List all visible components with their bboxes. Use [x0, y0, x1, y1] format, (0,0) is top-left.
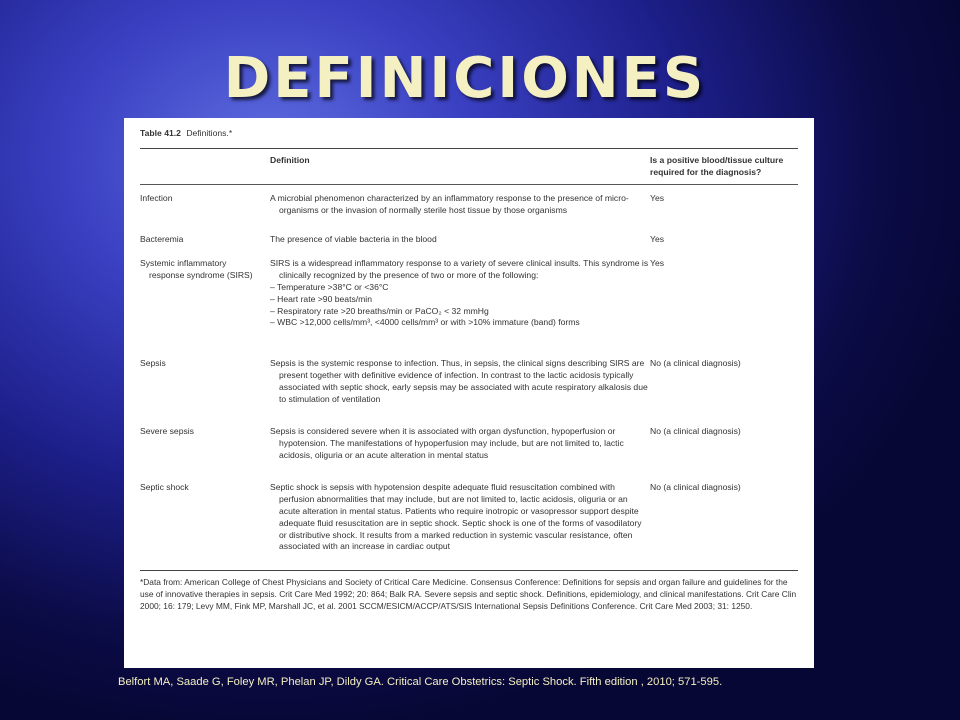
source-citation: Belfort MA, Saade G, Foley MR, Phelan JP, Dildy GA. Critical Care Obstetrics: Septic Shock. Fifth edition , 2010; 571-595.: [118, 676, 723, 688]
definition-text: Septic shock is sepsis with hypotension despite adequate fluid resuscitation combined with perfusion abnormalities that may include, but are not limited to, lactic acidosis, oliguria or an acute alteration in mental status. Patients who require inotropic or vasopressor support despite adequate fluid resuscitation are in septic shock. Septic shock is one of the forms of vasodilatory or distributive shock. It results from a marked reduction in systemic vascular resistance, often associated with an increase in cardiac output: [270, 482, 642, 552]
row-definition: [270, 482, 650, 566]
table-footnote: *Data from: American College of Chest Physicians and Society of Critical Care Medicine. Consensus Conference: Definitions for sepsis and organ failure and guidelines for the use of innovative therapies in sepsis. Crit Care Med 1992; 20: 864; Balk RA. Severe sepsis and septic shock. Definitions, epidemiology, and clinical manifestations. Crit Care Clin 2000; 16: 179; Levy MM, Fink MP, Marshall JC, et al. 2001 SCCM/ESICM/ACCP/ATS/SIS International Sepsis Definitions Conference. Crit Care Med 2003; 31: 1250.: [140, 577, 797, 611]
row-term: Septic shock: [140, 482, 189, 493]
definitions-table: [124, 118, 814, 668]
sirs-criterion: – Respiratory rate >20 breaths/min or PaCO₂ < 32 mmHg: [270, 305, 489, 316]
sirs-criterion: – Temperature >38°C or <36°C: [270, 281, 389, 292]
definition-text: Sepsis is considered severe when it is associated with organ dysfunction, hypoperfusion or hypotension. The manifestations of hypoperfusion may include, but are not limited to, lactic acidosis, oliguria or an acute alteration in mental status: [270, 426, 624, 460]
row-definition: [270, 258, 650, 348]
sirs-criterion: – WBC >12,000 cells/mm³, <4000 cells/mm³ or with >10% immature (band) forms: [270, 317, 580, 328]
table-row: [140, 348, 798, 416]
row-term: Sepsis: [140, 358, 166, 369]
sirs-criterion: – Heart rate >90 beats/min: [270, 293, 372, 304]
row-term: Systemic inflammatory response syndrome (SIRS): [140, 258, 253, 281]
header-culture: Is a positive blood/tissue culture required for the diagnosis?: [650, 154, 784, 177]
row-culture: Yes: [650, 193, 665, 204]
definition-text: A microbial phenomenon characterized by an inflammatory response to the presence of micro-organisms or the invasion of normally sterile host tissue by those organisms: [270, 193, 629, 216]
row-culture: No (a clinical diagnosis): [650, 358, 741, 369]
table-row: [140, 226, 798, 248]
definition-text: Sepsis is the systemic response to infection. Thus, in sepsis, the clinical signs describing SIRS are present together with definitive evidence of infection. In contrast to the lactic acidosis typically associated with septic shock, early sepsis may be associated with acute respiratory alkalosis due to stimulation of ventilation: [270, 358, 648, 404]
row-definition: [270, 193, 650, 226]
header-definition: Definition: [270, 154, 310, 165]
table-caption: [140, 128, 798, 140]
row-term: Severe sepsis: [140, 426, 194, 437]
row-culture: No (a clinical diagnosis): [650, 426, 741, 437]
row-definition: [270, 358, 650, 416]
definition-text: The presence of viable bacteria in the blood: [270, 234, 437, 245]
row-term: Infection: [140, 193, 173, 204]
row-term: Bacteremia: [140, 234, 184, 245]
definition-text: SIRS is a widespread inflammatory response to a variety of severe clinical insults. This syndrome is clinically recognized by the presence of two or more of the following:: [270, 258, 649, 281]
row-culture: Yes: [650, 258, 665, 269]
row-definition: [270, 234, 650, 248]
table-row: [140, 185, 798, 226]
row-definition: [270, 426, 650, 472]
table-row: [140, 472, 798, 566]
row-culture: Yes: [650, 234, 665, 245]
table-label: Table 41.2: [140, 128, 181, 138]
table-caption-text: Definitions.*: [186, 128, 233, 138]
slide-title: DEFINICIONES: [223, 46, 707, 111]
table-header-row: [140, 149, 798, 185]
table-row: [140, 248, 798, 348]
header-term: [140, 155, 270, 179]
row-culture: No (a clinical diagnosis): [650, 482, 741, 493]
table-row: [140, 416, 798, 472]
